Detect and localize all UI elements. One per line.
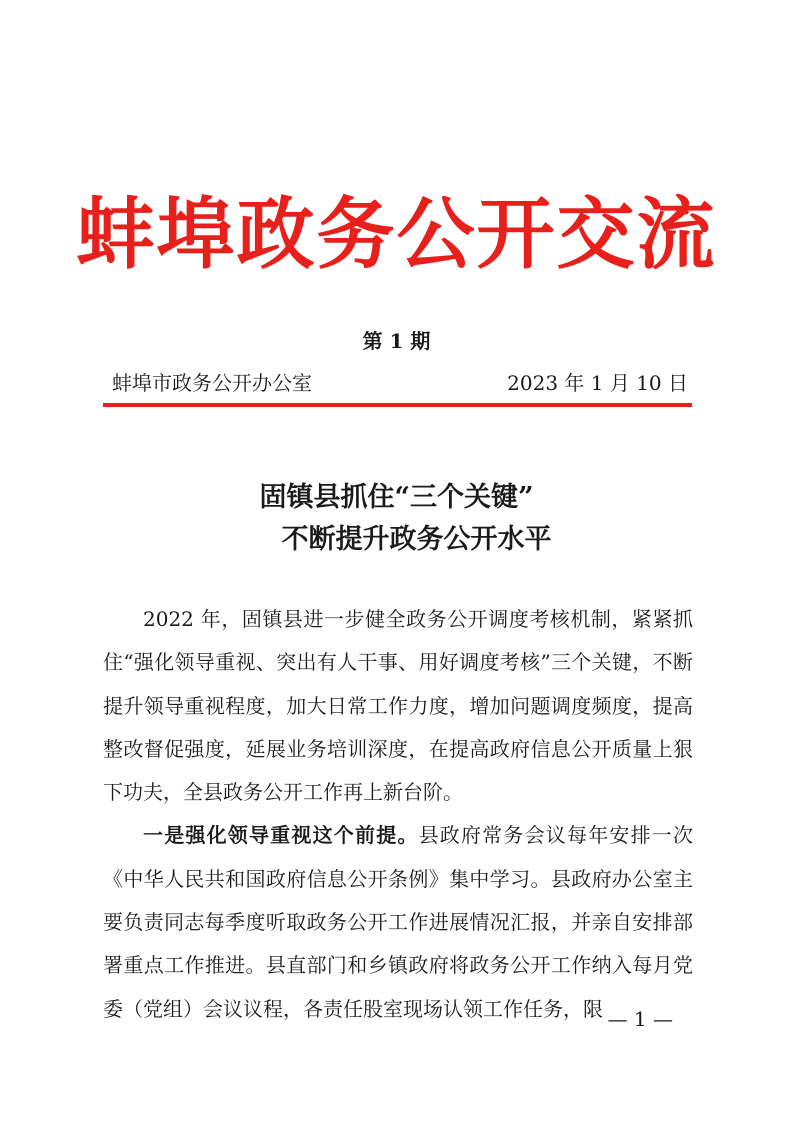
- paragraph-2-lead: 一是强化领导重视这个前提。: [143, 823, 419, 848]
- masthead-title: 蚌埠政务公开交流: [76, 189, 717, 280]
- article-title-line-2: 不断提升政务公开水平: [281, 524, 552, 555]
- article-body: [103, 598, 693, 1031]
- publisher-name: 蚌埠市政务公开办公室: [112, 371, 312, 395]
- page-number: — 1 —: [607, 1007, 673, 1031]
- issue-number: 第 1 期: [362, 329, 431, 353]
- paragraph-2-text: 县政府常务会议每年安排一次《中华人民共和国政府信息公开条例》集中学习。县政府办公室主要负责同志每季度听取政务公开工作进展情况汇报，并亲自安排部署重点工作推进。县直部门和乡镇政府将政务公开工作纳入每月党委（党组）会议议程，各责任股室现场认领工作任务，限: [103, 823, 694, 1021]
- header-divider: [103, 403, 692, 407]
- paragraph-2: [103, 814, 693, 1030]
- paragraph-1: 2022 年，固镇县进一步健全政务公开调度考核机制，紧紧抓住“强化领导重视、突出有人干事、用好调度考核”三个关键，不断提升领导重视程度，加大日常工作力度，增加问题调度频度，提高整改督促强度，延展业务培训深度，在提高政府信息公开质量上狠下功夫，全县政务公开工作再上新台阶。: [103, 607, 693, 805]
- publish-date: 2023 年 1 月 10 日: [507, 371, 688, 395]
- article-title-line-1: 固镇县抓住“三个关键”: [259, 482, 534, 513]
